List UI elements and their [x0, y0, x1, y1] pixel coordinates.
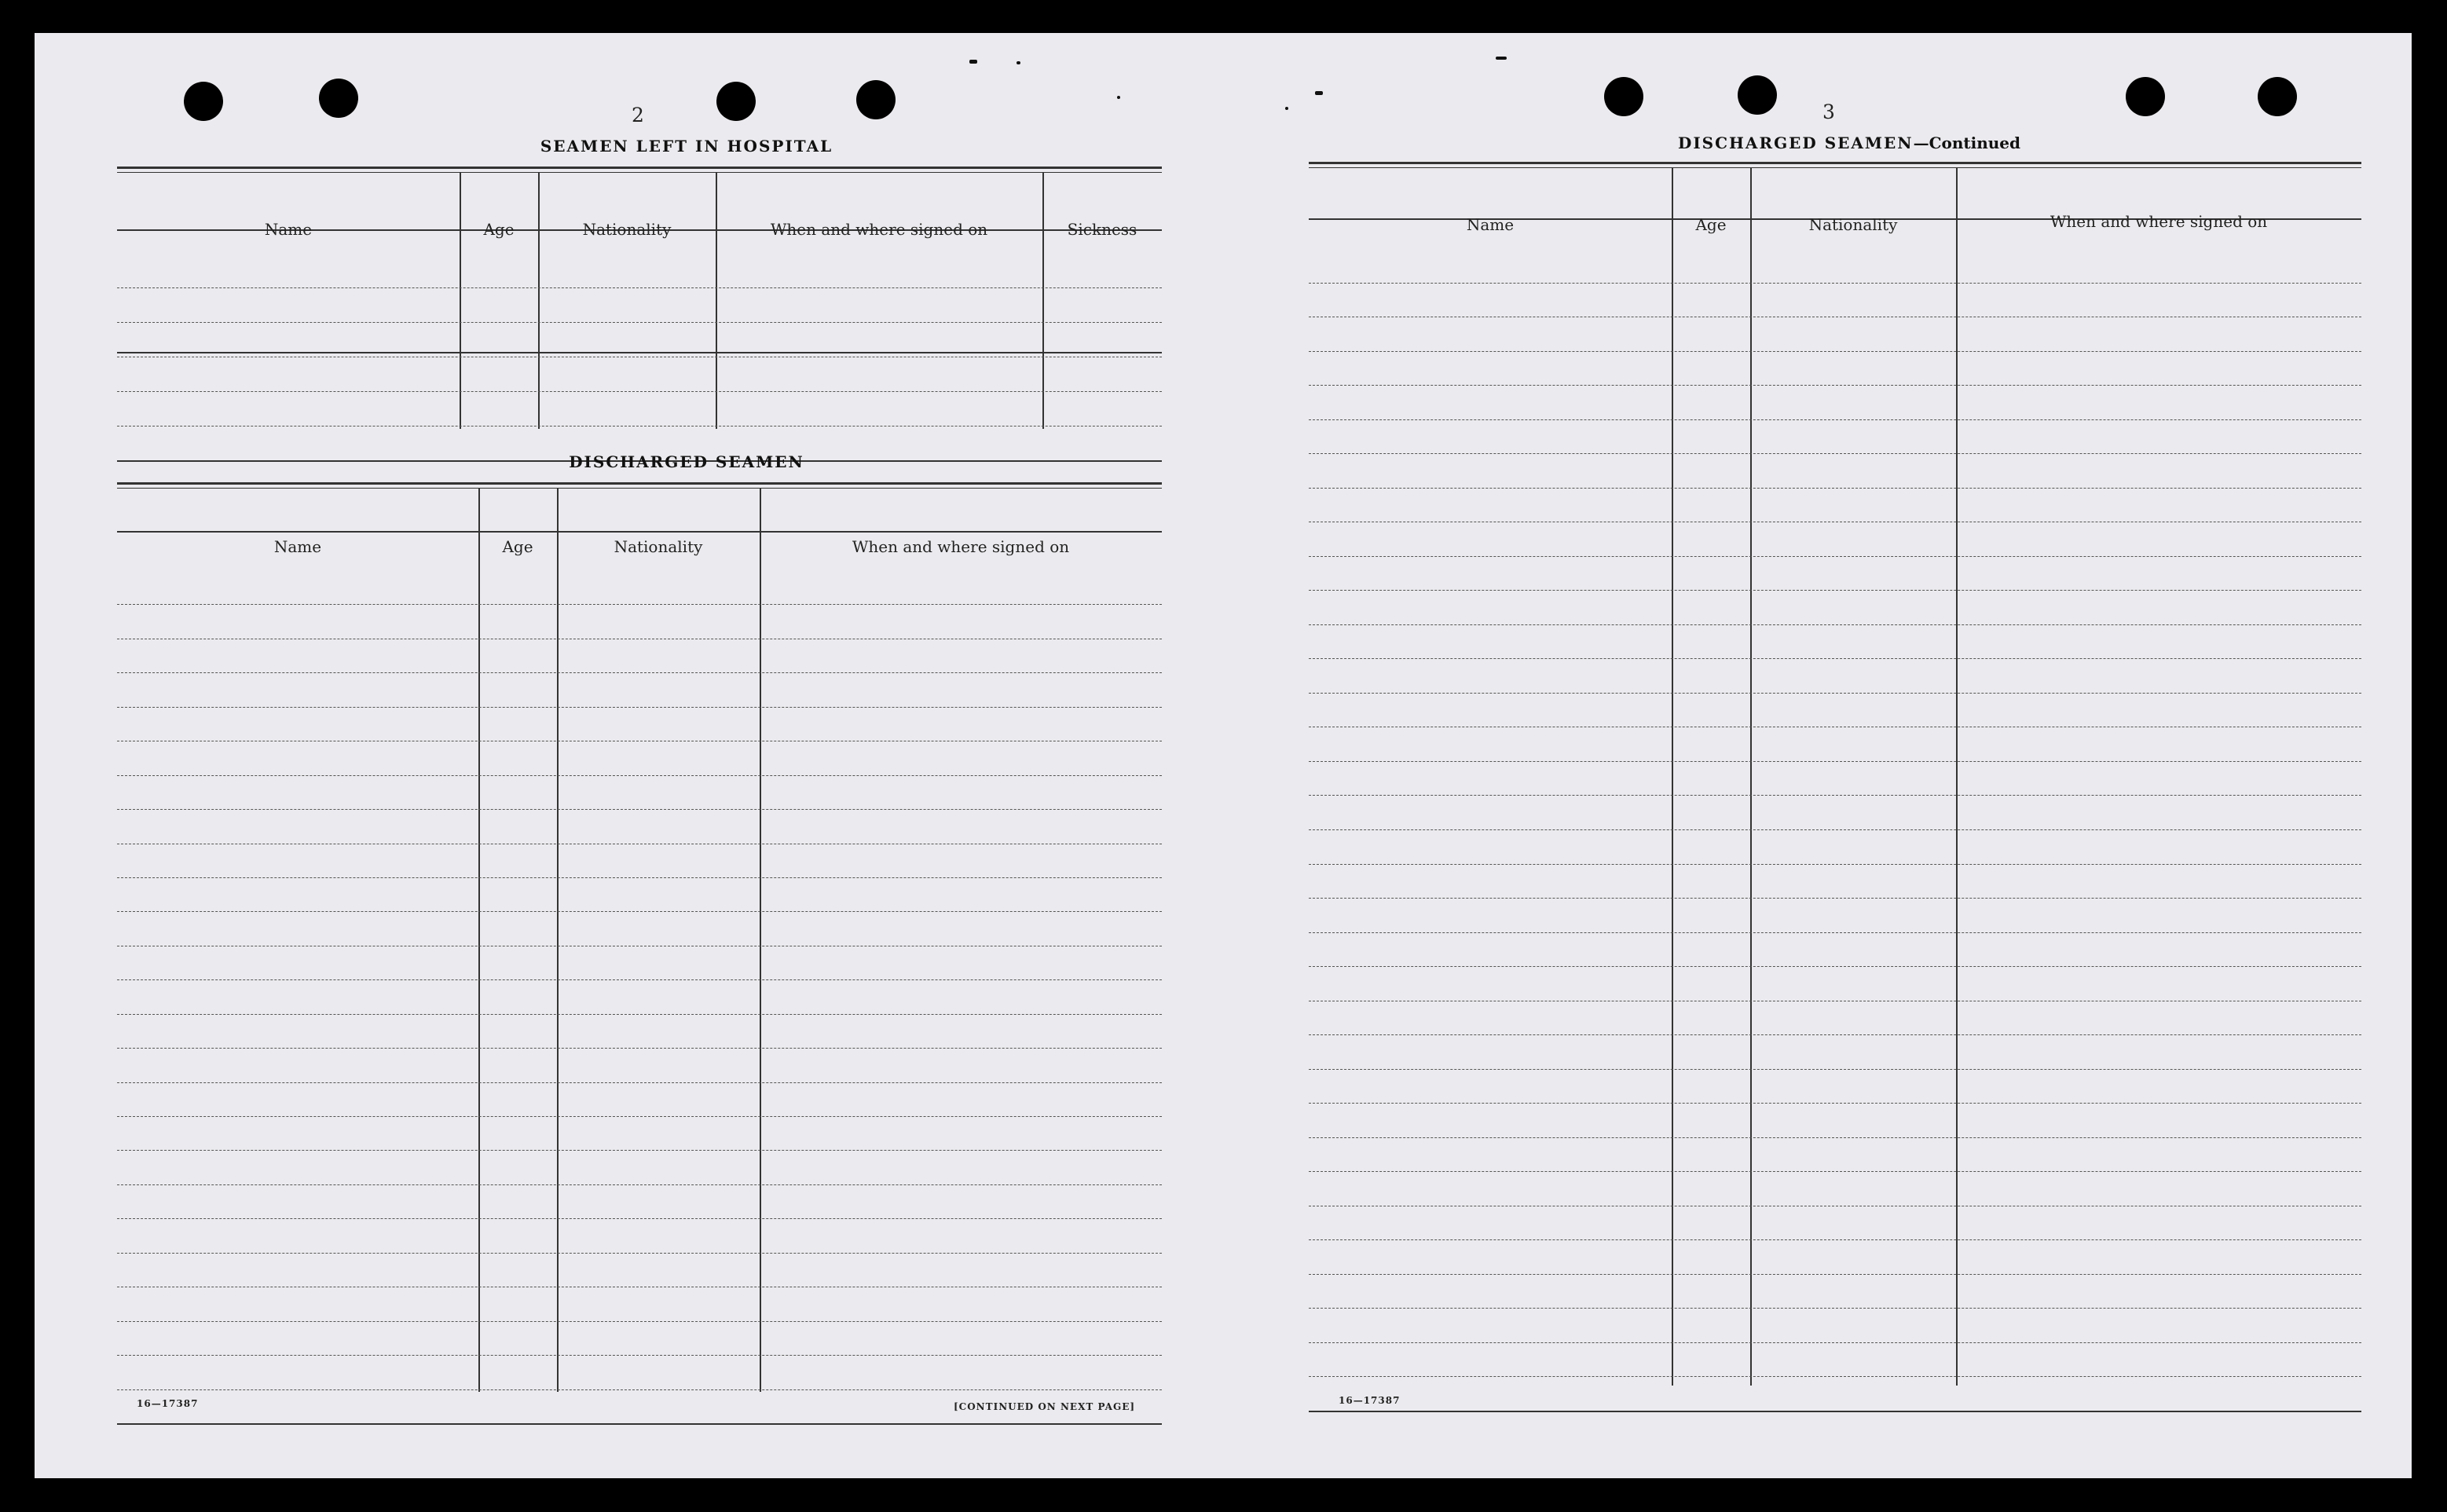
- table-row: [1309, 1308, 2361, 1309]
- title-continued: —Continued: [1913, 134, 2021, 152]
- punch-hole: [716, 82, 756, 121]
- column-header-name: Name: [1466, 215, 1515, 234]
- page-number: 3: [1822, 101, 1835, 123]
- table-row: [117, 426, 1162, 427]
- table-row: [1309, 488, 2361, 489]
- paper-speck: [1496, 57, 1507, 60]
- column-header-nationality: Nationality: [614, 537, 703, 556]
- table-row: [1309, 1342, 2361, 1343]
- table-row: [1309, 1069, 2361, 1070]
- table-row: [117, 391, 1162, 392]
- column-header-signed-on: When and where signed on: [2050, 212, 2268, 231]
- ledger-sheet: [35, 33, 2412, 1478]
- table-row: [1309, 658, 2361, 659]
- punch-hole: [1738, 75, 1777, 115]
- table-row: [117, 809, 1162, 810]
- punch-hole: [319, 79, 358, 118]
- table-row: [117, 287, 1162, 288]
- continued-note: [CONTINUED ON NEXT PAGE]: [954, 1401, 1136, 1412]
- discharged-continued-table: [1309, 162, 2361, 1419]
- table-row: [1309, 419, 2361, 420]
- table-row: [117, 1150, 1162, 1151]
- table-row: [1309, 590, 2361, 591]
- table-row: [1309, 1103, 2361, 1104]
- table-row: [117, 1048, 1162, 1049]
- table-row: [1309, 385, 2361, 386]
- table-row: [117, 322, 1162, 323]
- column-header-nationality: Nationality: [582, 220, 672, 239]
- table-row: [1309, 1411, 2361, 1412]
- column-header-age: Age: [502, 537, 533, 556]
- punch-hole: [2258, 77, 2297, 116]
- hospital-table: [117, 167, 1162, 465]
- column-header-signed-on: When and where signed on: [770, 220, 988, 239]
- page-number: 2: [632, 104, 644, 126]
- column-header-nationality: Nationality: [1808, 215, 1898, 234]
- form-number: 16—17387: [1339, 1395, 1401, 1406]
- table-row: [1309, 761, 2361, 762]
- column-header-sickness: Sickness: [1067, 220, 1137, 239]
- table-row: [1309, 898, 2361, 899]
- section-title: [1574, 134, 2124, 152]
- table-row: [1309, 1171, 2361, 1172]
- table-row: [117, 1014, 1162, 1015]
- table-row: [117, 911, 1162, 912]
- table-row: [117, 604, 1162, 605]
- table-row: [1309, 1137, 2361, 1138]
- table-row: [1309, 864, 2361, 865]
- section-title: DISCHARGED SEAMEN: [569, 452, 804, 471]
- table-row: [1309, 1239, 2361, 1240]
- table-row: [117, 1184, 1162, 1185]
- table-row: [117, 1355, 1162, 1356]
- column-header-signed-on: When and where signed on: [852, 537, 1070, 556]
- paper-speck: [1285, 107, 1288, 110]
- table-row: [1309, 453, 2361, 454]
- column-header-name: Name: [264, 220, 313, 239]
- discharged-table: [117, 482, 1162, 1437]
- punch-hole: [1604, 77, 1643, 116]
- column-header-name: Name: [273, 537, 322, 556]
- table-row: [1309, 829, 2361, 830]
- table-row: [117, 979, 1162, 980]
- table-row: [117, 1116, 1162, 1117]
- table-row: [117, 1218, 1162, 1219]
- table-row: [1309, 283, 2361, 284]
- table-row: [1309, 795, 2361, 796]
- table-row: [1309, 1376, 2361, 1377]
- table-row: [117, 1321, 1162, 1322]
- table-row: [1309, 556, 2361, 557]
- table-row: [117, 1253, 1162, 1254]
- table-row: [1309, 932, 2361, 933]
- table-row: [1309, 1034, 2361, 1035]
- table-row: [117, 707, 1162, 708]
- punch-hole: [2126, 77, 2165, 116]
- table-row: [1309, 693, 2361, 694]
- table-row: [1309, 624, 2361, 625]
- table-row: [1309, 351, 2361, 352]
- form-number: 16—17387: [137, 1398, 199, 1409]
- title-main: DISCHARGED SEAMEN: [1677, 134, 1914, 152]
- table-row: [117, 1082, 1162, 1083]
- column-header-age: Age: [483, 220, 515, 239]
- punch-hole: [184, 82, 223, 121]
- table-row: [1309, 1274, 2361, 1275]
- paper-speck: [1117, 96, 1120, 99]
- paper-speck: [1017, 61, 1020, 64]
- table-row: [117, 877, 1162, 878]
- section-title: SEAMEN LEFT IN HOSPITAL: [540, 137, 833, 156]
- table-row: [117, 672, 1162, 673]
- table-row: [117, 775, 1162, 776]
- paper-speck: [969, 60, 977, 64]
- paper-speck: [1315, 91, 1323, 95]
- column-header-age: Age: [1695, 215, 1727, 234]
- table-row: [117, 1423, 1162, 1425]
- punch-hole: [856, 80, 896, 119]
- table-row: [117, 1389, 1162, 1390]
- table-row: [1309, 966, 2361, 967]
